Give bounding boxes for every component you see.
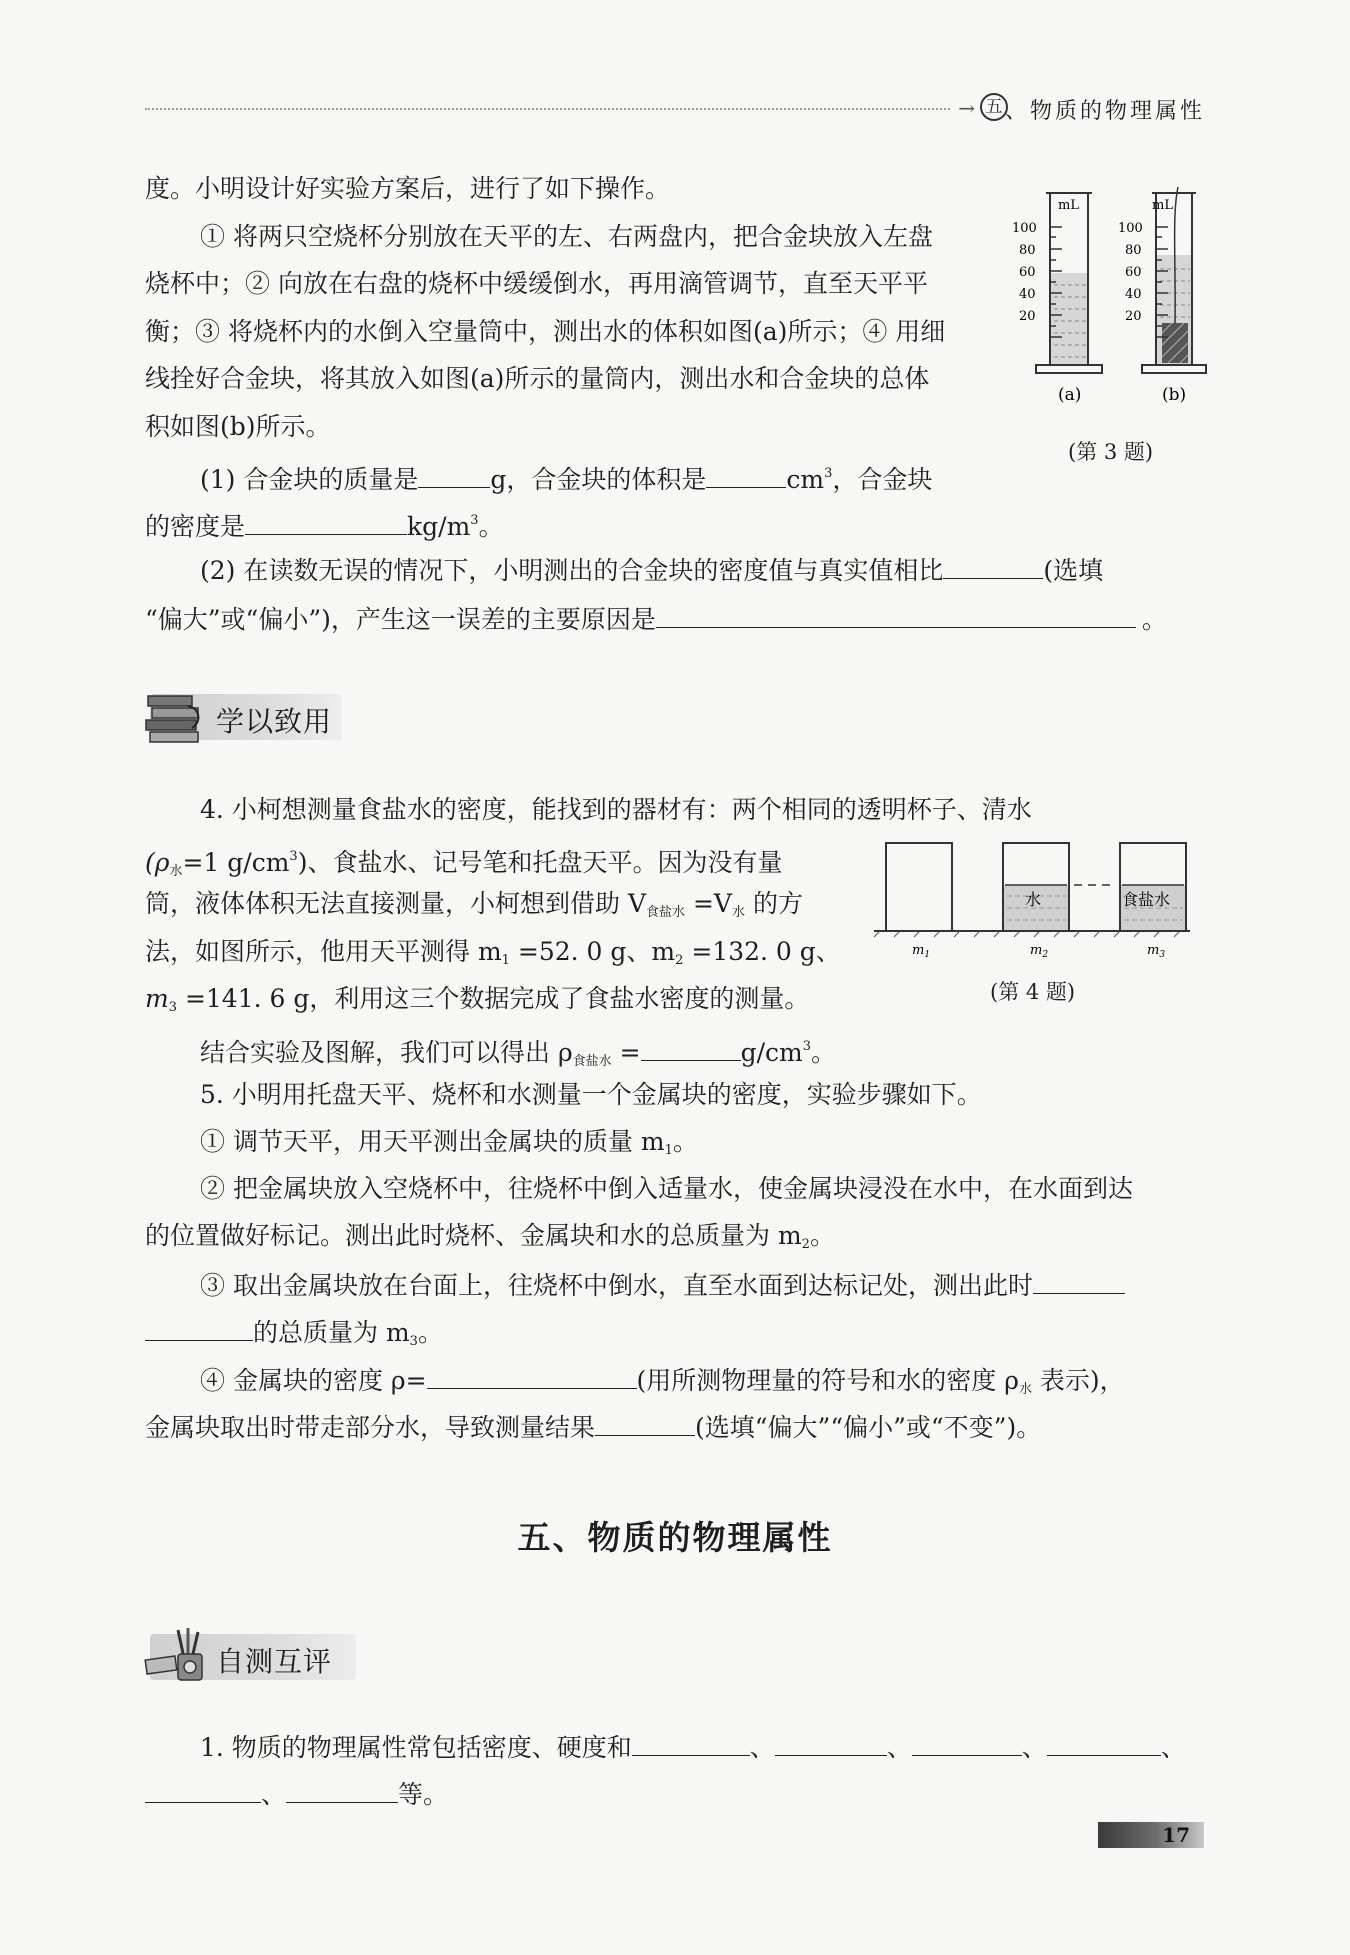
q5-sub-1: 1 <box>664 1143 673 1158</box>
page-number: 17 <box>1162 1823 1190 1847</box>
q4-line3-c: 的方 <box>745 889 803 918</box>
cyl-b-tick-80: 80 <box>1125 243 1142 258</box>
q4-line5 <box>145 982 809 1025</box>
q4-line2-rest: )、食盐水、记号笔和托盘天平。因为没有量 <box>297 848 783 877</box>
q5-line7-b: (用所测物理量的符号和水的密度 ρ <box>636 1366 1019 1395</box>
p1-line3: 烧杯中；② 向放在右盘的烧杯中缓缓倒水，再用滴管调节，直至天平平 <box>145 269 928 298</box>
fig4-caption: (第 4 题) <box>990 980 1076 1004</box>
q4-line3-a: 筒，液体体积无法直接测量，小柯想到借助 V <box>145 889 647 918</box>
answer-blank-property-3[interactable] <box>912 1729 1022 1756</box>
page-number-tab <box>1098 1822 1204 1848</box>
q4-line4-b: =52. 0 g、m <box>509 937 676 966</box>
answer-blank-reason[interactable] <box>656 601 1136 628</box>
answer-blank-salt-density[interactable] <box>641 1034 741 1061</box>
q3-1-unit-kgm: kg/m <box>407 512 471 541</box>
q5-sub-water: 水 <box>1018 1382 1032 1397</box>
cyl-a-tick-60: 60 <box>1019 265 1036 280</box>
answer-blank-property-5[interactable] <box>145 1776 261 1803</box>
answer-blank-metal-density[interactable] <box>427 1362 637 1389</box>
arrow-icon: → <box>958 96 975 120</box>
q3-2-text-c: “偏大”或“偏小”)，产生这一误差的主要原因是 <box>145 605 656 634</box>
answer-blank-property-2[interactable] <box>775 1729 887 1756</box>
q3-2-text-a: (2) 在读数无误的情况下，小明测出的合金块的密度值与真实值相比 <box>200 556 944 585</box>
q5-line5-text: ③ 取出金属块放在台面上，往烧杯中倒水，直至水面到达标记处，测出此时 <box>200 1271 1033 1300</box>
label-m1-sub: 1 <box>924 950 931 960</box>
label-m2: m <box>1030 943 1043 958</box>
label-salt-water: 食盐水 <box>1122 890 1171 909</box>
q4-line6-end: 。 <box>811 1038 837 1067</box>
q4-val: =1 g/cm <box>182 848 290 877</box>
q4-line6-b: = <box>611 1038 641 1067</box>
q4-line4-c: =132. 0 g、 <box>683 937 841 966</box>
q3-part2-line1 <box>200 552 1103 588</box>
q3-1-text-e: 的密度是 <box>145 512 246 541</box>
q5-line1: 5. 小明用托盘天平、烧杯和水测量一个金属块的密度，实验步骤如下。 <box>200 1080 982 1109</box>
header-title: 、物质的物理属性 <box>1004 99 1205 124</box>
chapter-circle: 五 <box>980 93 1008 121</box>
q5-line2 <box>200 1125 698 1168</box>
figure-3-cylinders <box>1010 185 1210 410</box>
cyl-a-unit: mL <box>1058 198 1079 213</box>
q3-part2-line2 <box>145 601 1167 637</box>
q4-sub-1: 1 <box>501 953 510 968</box>
banner-apply-text: 学以致用 <box>216 705 333 738</box>
q1-line1 <box>200 1729 1186 1765</box>
label-water: 水 <box>1025 890 1042 909</box>
cup-empty <box>886 843 952 931</box>
label-m3: m <box>1147 943 1160 958</box>
label-m3-sub: 3 <box>1159 950 1166 960</box>
q4-m3: m <box>145 984 169 1013</box>
cyl-b-tick-100: 100 <box>1118 221 1143 236</box>
q4-sub-water2: 水 <box>731 905 745 920</box>
svg-text:m3 <box>1147 943 1165 960</box>
q3-1-sup: 3 <box>824 466 833 481</box>
p1-line5: 线拴好合金块，将其放入如图(a)所示的量筒内，测出水和合金块的总体 <box>145 364 930 393</box>
answer-blank-property-6[interactable] <box>286 1776 398 1803</box>
answer-blank-density[interactable] <box>245 508 407 535</box>
q3-part1-line2 <box>145 504 504 544</box>
q4-line2 <box>145 840 782 889</box>
q4-unit: g/cm <box>740 1038 803 1067</box>
svg-text:m1 <box>912 943 930 960</box>
figure-4-cups <box>870 838 1195 968</box>
answer-blank-compare[interactable] <box>943 552 1043 579</box>
q4-sub-3: 3 <box>168 1000 177 1015</box>
section-title: 五、物质的物理属性 <box>517 1518 833 1557</box>
q3-1-unit-cm: cm <box>786 465 825 494</box>
q1-sep-3: 、 <box>1021 1733 1047 1762</box>
running-header <box>145 92 1205 124</box>
q4-line6-a: 结合实验及图解，我们可以得出 ρ <box>200 1038 573 1067</box>
answer-blank-property-1[interactable] <box>632 1729 750 1756</box>
q3-1-text-d: ，合金块 <box>832 465 933 494</box>
answer-blank-what-mass-2[interactable] <box>145 1314 253 1341</box>
cyl-b-tick-60: 60 <box>1125 265 1142 280</box>
q3-1-text-g: 。 <box>478 512 504 541</box>
q5-line5 <box>200 1267 1125 1303</box>
q4-line5-b: =141. 6 g，利用这三个数据完成了食盐水密度的测量。 <box>177 984 810 1013</box>
q4-sub-2: 2 <box>675 953 684 968</box>
answer-blank-property-4[interactable] <box>1047 1729 1161 1756</box>
q5-line8-a: 金属块取出时带走部分水，导致测量结果 <box>145 1413 596 1442</box>
q3-1-text-a: (1) 合金块的质量是 <box>200 465 419 494</box>
answer-blank-what-mass-1[interactable] <box>1033 1267 1125 1294</box>
q4-line4 <box>145 935 841 978</box>
books-icon <box>144 684 210 746</box>
q4-sub-salt2: 食盐水 <box>572 1054 612 1069</box>
cyl-b-unit: mL <box>1152 198 1173 213</box>
p1-line6: 积如图(b)所示。 <box>145 412 331 441</box>
q4-sub-salt: 食盐水 <box>646 905 686 920</box>
q5-line7-c: 表示)， <box>1031 1366 1125 1395</box>
pencil-cup-icon <box>144 1624 214 1686</box>
q3-1-text-b: g，合金块的体积是 <box>490 465 707 494</box>
cyl-a-tick-40: 40 <box>1019 287 1036 302</box>
q4-line3 <box>145 887 803 930</box>
answer-blank-result[interactable] <box>595 1409 695 1436</box>
cylinder-b <box>1118 187 1206 405</box>
cyl-b-tick-20: 20 <box>1125 309 1142 324</box>
section-banner-apply <box>150 694 342 740</box>
fig3-caption: (第 3 题) <box>1068 440 1154 464</box>
q5-line6 <box>145 1314 443 1359</box>
answer-blank-mass[interactable] <box>418 461 490 488</box>
cylinder-a <box>1012 193 1102 405</box>
cyl-a-tick-100: 100 <box>1012 221 1037 236</box>
q5-line6-b: 。 <box>417 1318 443 1347</box>
q1-line2-end: 等。 <box>398 1780 449 1809</box>
q5-line8 <box>145 1409 1041 1445</box>
label-m2-sub: 2 <box>1042 950 1049 960</box>
svg-text:m2 <box>1030 943 1048 960</box>
section-banner-selftest <box>150 1634 356 1680</box>
q5-line4-a: 的位置做好标记。测出此时烧杯、金属块和水的总质量为 m <box>145 1221 802 1250</box>
q1-line1-text: 1. 物质的物理属性常包括密度、硬度和 <box>200 1733 632 1762</box>
q4-sub-water: 水 <box>169 864 183 879</box>
q5-sub-3: 3 <box>409 1334 418 1349</box>
q5-line7-a: ④ 金属块的密度 ρ= <box>200 1366 427 1395</box>
q3-2-text-b: (选填 <box>1043 556 1104 585</box>
fig3-label-b: (b) <box>1162 385 1187 405</box>
q4-line3-b: =V <box>685 889 732 918</box>
q3-2-text-d: 。 <box>1141 605 1167 634</box>
q5-line2-b: 。 <box>672 1127 698 1156</box>
answer-blank-volume[interactable] <box>706 461 786 488</box>
q1-line2 <box>145 1776 448 1812</box>
q4-line4-a: 法，如图所示，他用天平测得 m <box>145 937 502 966</box>
header-dotted-rule <box>145 108 950 110</box>
q5-line4 <box>145 1219 835 1262</box>
q1-sep-1: 、 <box>749 1733 775 1762</box>
q4-rho: (ρ <box>145 848 170 877</box>
banner-selftest-text: 自测互评 <box>216 1645 333 1678</box>
q1-sep-2: 、 <box>886 1733 912 1762</box>
q1-sep-4: 、 <box>1160 1733 1186 1762</box>
label-m1: m <box>912 943 925 958</box>
cyl-a-tick-20: 20 <box>1019 309 1036 324</box>
q4-line6 <box>200 1030 836 1079</box>
q4-sup: 3 <box>289 849 298 864</box>
q3-1-sup2: 3 <box>470 513 479 528</box>
q4-line1: 4. 小柯想测量食盐水的密度，能找到的器材有：两个相同的透明杯子、清水 <box>200 795 1032 824</box>
q5-line3: ② 把金属块放入空烧杯中，往烧杯中倒入适量水，使金属块浸没在水中，在水面到达 <box>200 1174 1133 1203</box>
q1-sep-5: 、 <box>261 1780 287 1809</box>
q5-line4-b: 。 <box>809 1221 835 1250</box>
p1-line1: 度。小明设计好实验方案后，进行了如下操作。 <box>145 174 671 203</box>
p1-line2: ① 将两只空烧杯分别放在天平的左、右两盘内，把合金块放入左盘 <box>200 222 933 251</box>
cyl-b-tick-40: 40 <box>1125 287 1142 302</box>
q5-sub-2: 2 <box>801 1237 810 1252</box>
q5-line6-a: 的总质量为 m <box>253 1318 410 1347</box>
q5-line7 <box>200 1362 1125 1407</box>
q4-sup2: 3 <box>802 1039 811 1054</box>
q5-line8-b: (选填“偏大”“偏小”或“不变”)。 <box>695 1413 1042 1442</box>
p1-line4: 衡；③ 将烧杯内的水倒入空量筒中，测出水的体积如图(a)所示；④ 用细 <box>145 317 946 346</box>
q3-part1-line1 <box>200 457 932 497</box>
fig3-label-a: (a) <box>1058 385 1082 405</box>
cyl-a-tick-80: 80 <box>1019 243 1036 258</box>
q5-line2-a: ① 调节天平，用天平测出金属块的质量 m <box>200 1127 665 1156</box>
